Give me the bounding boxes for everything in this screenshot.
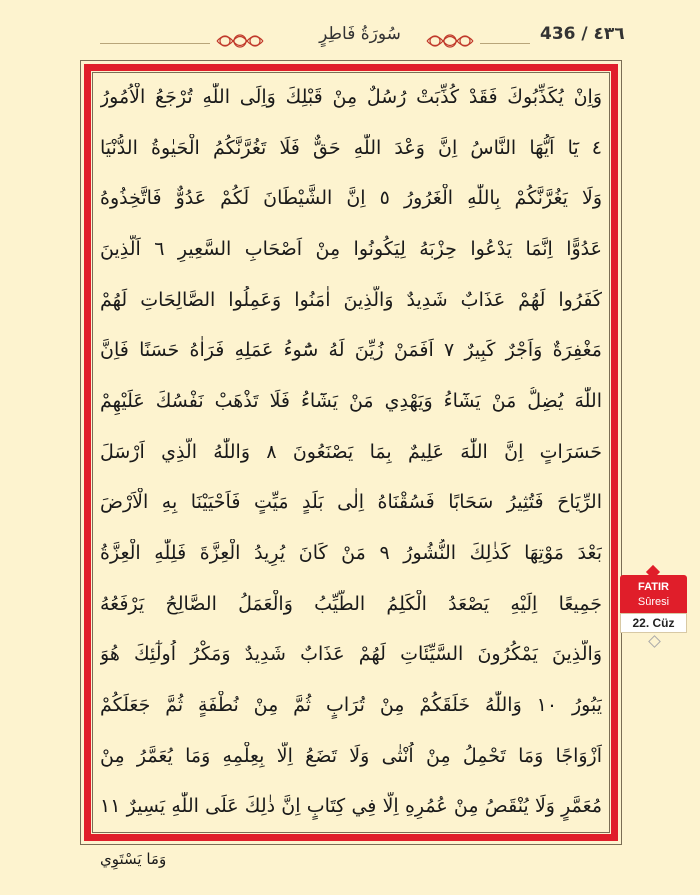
text-line: مُعَمَّرٍ وَلَا يُنْقَصُ مِنْ عُمُرِهِ اِلَّا فِي كِتَابٍ اِنَّ ذٰلِكَ عَلَى اللّٰهِ يَسِيرٌ ١١: [100, 795, 602, 818]
text-body: [100, 72, 602, 832]
catchword: وَمَا يَسْتَوِي: [100, 850, 167, 868]
tab-header: [620, 575, 687, 613]
text-line: وَاِنْ يُكَذِّبُوكَ فَقَدْ كُذِّبَتْ رُسُلٌ مِنْ قَبْلِكَ وَاِلَى اللّٰهِ تُرْجَعُ الْاُمُورُ: [100, 86, 602, 109]
header-rule-right: [480, 43, 530, 44]
surah-title: سُورَةُ فَاطِرٍ: [319, 24, 401, 44]
text-line: اَزْوَاجًا وَمَا تَحْمِلُ مِنْ اُنْثٰى وَلَا تَضَعُ اِلَّا بِعِلْمِهِ وَمَا يُعَمَّرُ مِنْ: [100, 744, 602, 767]
ornament-left-icon: [215, 30, 265, 52]
page-number: 436 / ٤٣٦: [540, 24, 625, 44]
text-line: بَعْدَ مَوْتِهَا كَذٰلِكَ النُّشُورُ ٩ مَنْ كَانَ يُرِيدُ الْعِزَّةَ فَلِلّٰهِ الْعِزَّةُ: [100, 541, 602, 564]
text-line: ٤ يَٓا اَيُّهَا النَّاسُ اِنَّ وَعْدَ اللّٰهِ حَقٌّ فَلَا تَغُرَّنَّكُمُ الْحَيٰوةُ الدُّنْيَا: [100, 136, 602, 159]
tab-surah-label: Sûresi: [637, 596, 670, 608]
diamond-icon: [648, 635, 661, 648]
text-line: عَدُوًّا اِنَّمَا يَدْعُوا حِزْبَهُ لِيَكُونُوا مِنْ اَصْحَابِ السَّعِيرِ ٦ اَلَّذِينَ: [100, 238, 602, 261]
surah-side-tab[interactable]: [620, 575, 687, 635]
text-line: اللّٰهَ يُضِلُّ مَنْ يَشَٓاءُ وَيَهْدِي مَنْ يَشَٓاءُ فَلَا تَذْهَبْ نَفْسُكَ عَلَيْهِمْ: [100, 390, 602, 413]
text-line: كَفَرُوا لَهُمْ عَذَابٌ شَدِيدٌ وَالَّذِينَ اٰمَنُوا وَعَمِلُوا الصَّالِحَاتِ لَهُمْ: [100, 288, 602, 311]
text-line: وَلَا يَغُرَّنَّكُمْ بِاللّٰهِ الْغَرُورُ ٥ اِنَّ الشَّيْطَانَ لَكُمْ عَدُوٌّ فَاتَّخِذُوهُ: [100, 187, 602, 210]
tab-juz: 22. Cüz: [620, 613, 687, 633]
text-line: يَبُورُ ١٠ وَاللّٰهُ خَلَقَكُمْ مِنْ تُرَابٍ ثُمَّ مِنْ نُطْفَةٍ ثُمَّ جَعَلَكُمْ: [100, 693, 602, 716]
header-rule-left: [100, 43, 210, 44]
text-line: مَغْفِرَةٌ وَاَجْرٌ كَبِيرٌ ٧ اَفَمَنْ زُيِّنَ لَهُ سُٓوءُ عَمَلِهِ فَرَاٰهُ حَسَنًا فَاِنَّ: [100, 339, 602, 362]
tab-surah-name: FATIR: [638, 581, 669, 593]
text-line: وَالَّذِينَ يَمْكُرُونَ السَّيِّئَاتِ لَهُمْ عَذَابٌ شَدِيدٌ وَمَكْرُ اُولٰٓئِكَ هُوَ: [100, 643, 602, 666]
text-line: الرِّيَاحَ فَتُثِيرُ سَحَابًا فَسُقْنَاهُ اِلٰى بَلَدٍ مَيِّتٍ فَاَحْيَيْنَا بِهِ الْاَرْضَ: [100, 491, 602, 514]
ornament-right-icon: [425, 30, 475, 52]
text-line: جَمِيعًا اِلَيْهِ يَصْعَدُ الْكَلِمُ الطَّيِّبُ وَالْعَمَلُ الصَّالِحُ يَرْفَعُهُ: [100, 592, 602, 615]
text-line: حَسَرَاتٍ اِنَّ اللّٰهَ عَلِيمٌ بِمَا يَصْنَعُونَ ٨ وَاللّٰهُ الَّذِي اَرْسَلَ: [100, 440, 602, 463]
page-header: [0, 0, 700, 62]
